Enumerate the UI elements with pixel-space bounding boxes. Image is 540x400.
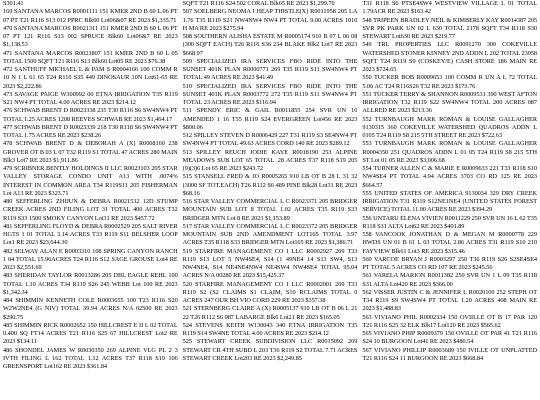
tax-listing-entry: 485 SHIMMIN RICK R0002652 150 HILLCREST E II L 02 TOTAL 0.400 SQ FT14 ACRES T21 R116 S25 67 HILLCREST Lot2 RE 2023 $134.11 [3, 321, 178, 346]
tax-listing-entry: 479 SCRIBNER BENTLY HOLDINGS II LLC R0023103 205 STAR VALLEY STORAGE CONDO UNIT A13 WITH .0074% INTEREST IN COMMON AREA T34 R119S11 205 FISHERMAN Lot A13 RE 2023 $323.71 [3, 165, 178, 197]
tax-listing-entry: 169 SANTANA MARCOS R0001111 151 KMER 2ND B 60 L.06 PT 07 PT T21 R116 S13 012 PPRC Blk60 Lot06&07 RE 2023 $1,335.71 [3, 8, 178, 24]
tax-listing-entry: 525 STEWART CREEK SUBDIVISION LLC R0015092 269 STEWART CR 4TH SUBD L 203 T36 R119 S2 TOTAL 7.71 ACRES STEWART CREEK Lot203 RE 2023 $2,249.85 [182, 338, 358, 362]
tax-listing-entry: 478 SCHWAB BRENT D & DEBORAH A (X) R0008160 238 GROVER OT B 03 L 07 T32 R119 S1 TOTAL 47 ACRES 280 MAIN Blk3 Lot7 RE 2023 $1,911.86 [3, 140, 178, 164]
tax-listing-entry: T31 R118 S6 PTSE4SW4 WESTVIEW VILLAGE L 01 TOTAL 1.79ACR RE 2023 $163.42 [362, 0, 538, 16]
tax-listing-entry: 561 VARELA MARION R0011382 250 SVR UN 1 L 09 T35 R118 S31 ALTA Lot420 RE 2023 $366.00 [362, 272, 538, 288]
tax-listing-entry: 524 STEVENS KEITH W130043 340 ETNA IRRIGATION T35 R119 S14 SW4NE TOTAL 4.00 ACRES RE 2023 $214.12 [182, 321, 358, 337]
tax-listing-entry: 473 SAVAGE PAIGE W300992 00 ETNA IRRIGATION T35 R119 S21 NW4 PT TOTAL 4.00 ACRES RE 2023 $214.12 [3, 90, 178, 106]
tax-listing-entry: 553 TURNBAUGH MARK ROMAN & LOUISE GALLAGHER R0004350 251 QUADROS ADDN L 01 05 T24 R119 S8 215 5TH ST Lot 01 05 RE 2023 $3,006.68 [362, 140, 538, 164]
tax-listing-entry: S301.41 [3, 0, 24, 7]
tax-listing-entry: 512 SPILLEY STEVEN D R0006429 227 T31 R119 S3 SE4NW4 PT SW4NW4 PT TOTAL 49.63 ACRES CORD 140 RE 2023 $289.12 [182, 132, 358, 148]
tax-listing-entry: 563 VIVIANO PHIL R0002334 150 OVIILLE OT B 17 PAR 120 T21 R116 S25 32 ELK Blk17 Lot120 RE 2023 $565.62 [362, 313, 538, 329]
tax-listing-entry: 520 STARFIRE MANAGEMENT CO I LLC R0002001 209 T33 R119 S2 (S2 CLAIMS S1 CLAIM, S10 RCLAIMS TOTAL 0 ACRES 247 OUR BH VIO CORD 229 RE 2023 $357.38 [182, 280, 358, 304]
tax-listing-entry: 508 SOUTHERN ALISHA ESTATE M R0005174 910 B 07 L 06 08 (300 SQFT EACH) T26 R116 S36 234 BLAKE Blk2 Lot7 RE 2023 $668.97 [182, 33, 358, 57]
tax-listing-entry: 507 SOELBERG NEOMA I HEAP THISTLE(X) R0011958 205 LA 1.76 T35 R119 S21 NW4NW4 NW4 PT TOTAL 9.00 ACRES 1010 H MA RE 2023 $275.94 [182, 8, 358, 32]
tax-listing-entry: 555 UNITED STATES OF AMERICA 9130034 329 DRY CREEK IRRIGATION T31 R119 S12NE1NE4 (UNITED STATES FOREST SERVICE) TOTAL 11.00 ACRES RE 2023 $394.29 [362, 189, 538, 214]
column-right [362, 0, 537, 400]
tax-listing-entry: 476 SCHWAB BRENT D R0023338 235 T30 R116 S6 SW4NW4 PT TOTAL 1.25 ACRES 1208 REEVES SCHWAB RE 2023 $1,464.17 [3, 107, 178, 123]
tax-listing-entry: 484 SHIMMIN KENNETH COLE R0003655 100 T23 R116 S20 W2W2NE4 (G NIV) TOTAL 39.94 ACRES N/A 02500 RE 2023 $290.75 [3, 297, 178, 321]
column-left [3, 0, 178, 400]
tax-listing-entry: 481 SEFFERLING FLOYD & DEBRA R0002529 205 SALT RIVER HGTS 1 01 TOTAL 3.14 ACRES T33 R119 S11 BELSHER LOOP Lot1 RE 2023 $23,644.30 [3, 222, 178, 247]
tax-listing-entry: SQFT T21 R116 S24 502 CORAL Blk65 RE 2023 $1,299.70 [182, 0, 335, 7]
tax-listing-entry: 558 VANCOOK JONATHAN D & MEGAN M R0000778 229 HWDS UN 01 B 61 L 03 TOTAL 2.86 ACRES T31 R119 S10 210 FAYVIEW Blk61 Lot3 RE 2023 $315.46 [362, 231, 538, 255]
tax-listing-entry: 551 TUCKER TERRY & SHANNON R0009531 390 WEST AFTON IRRIGATION T32 R119 S22 SW4NW4 TOTAL 200 ACRES 087 ALLRED RE 2023 $213.36 [362, 90, 538, 115]
tax-listing-entry: 480 SEFFERLING ZHIJUN & DEBRA R0021532 12D STUMP CREEK ACRES 2ND FILING LOT 31 TOTAL 400 ACRES T32 R119 S33 1500 SMOKY CANYON Lot31 RE 2023 $457.72 [3, 198, 178, 222]
column-middle [183, 0, 358, 400]
tax-listing-entry: 517 STAR VALLEY COMMERCIAL L C R0023372 205 BRIDGER MOUNTAIN SUB 2ND AMENDMENT LOT165 TOTAL 3.97 ACRES T35 R118 S33 BRIDGER MTN Lot165 RE 2023 $1,386.71 [182, 222, 358, 247]
tax-listing-entry: 483 SHERIDAN TAYLOR R0013286 205 DBL EAGLE REHL 100 TOTAL 1.10 ACRES T34 R119 S26 245 WEBB Lot 100 RE 2023 $1,342.34 [3, 272, 178, 296]
tax-listing-entry: 516 STAR VALLEY COMMERCIAL L C R0023371 205 BRIDGER MOUNTAIN SUB LOT 8 TOTAL 1.02 ACRES T35 R119 S33 BRIDGER MTN Lot 8 RE 2023 $1,153.89 [182, 198, 358, 222]
tax-listing-entry: 560 VARCOE BRYAN J R0003297 250 T36 R119 S26 S2SE4SE4 PT TOTAL 5 ACRES CO RD 107 RE 2023 $245.56 [362, 255, 538, 271]
tax-listing-entry: 550 TUCKER BOB R0009653 100 COMM R UN A L 72 TOTAL 5.06 AC T24 R116S26 T32 RE 2023 $173.76 [362, 74, 538, 90]
tax-listing-entry: 565 VIVIANO PHIP R0009379 150 OVILLE OT PAR 41 T21 R116 S24 10 BURGOON Lot41 RE 2023 $480.54 [362, 330, 538, 346]
tax-listing-entry: 486 SHONDEL JAMES W R0030350 269 ALPINE VLG PL 2 3 IVTH FILING L 162 TOTAL 1.12 ACRES T37 R118 S19 106 GREENSPORT Lot162 RE 2023 $361.84 [3, 346, 178, 370]
tax-listing-entry: 554 TURNER ALLEN C & MARIE E R0009633 221 T33 R118 S10 NW4SE4 PT TOTAL 4.94 ACRES 3703 CO RD 125 RE 2023 $664.57 [362, 165, 538, 189]
tax-listing-entry: 521 STERNBERG CLAIRE A (X) R0005137 910 LB OT B 06 L 21 22 T26 R112 S6 087 LABARGE Blk6 Lot21 RE 2023 $165.05 [182, 305, 358, 321]
tax-listing-entry: 471 SANTANA MARCOS R0023807 151 KMER 2ND B 60 L 05 TOTAL 1500 SQFT T21 R116 S13 Blk60 Lot05 RE 2023 $76.38 [3, 49, 178, 65]
tax-listing-entry: 556 UNTARU ELENA VIVIEN R0011229 250 SVR UN 16 L 62 T35 R118 S31 ALTA Lot62 RE 2023 $401.89 [362, 214, 538, 230]
tax-listing-entry: 510 SPECIALIZED IRA SERVICES FBO RIDE INTO THE SUNSET 401K PLAN R0003772 272 T35 R119 S11 SW4NW4 PT TOTAL 23 ACRES RE 2023 $116.94 [182, 82, 358, 106]
tax-listing-entry: 470 SANTANA MARCOS R0021311 151 KMER 2ND B 60 L 06 PT 07 PT 121 R116 S13 902 SPRUCE Blk60 Lot06&7 RE 2023 $1,138.53 [3, 24, 178, 49]
tax-listing-entry: 511 SPENDY ERIC & GAIL R0011855 254 SVR UN 16 AMENDED 1 16 T35 R119 S24 EVERGREEN Lot456 RE 2023 $800.06 [182, 107, 358, 131]
tax-listing-entry: 482 SELWAY ALAN E R0003310 108 SPRING CANYON RANCH 1 04 TOTAL 15.96ACRES T24 R116 S12 SAGE GROUSE Lot4 RE 2023 $2,551.69 [3, 247, 178, 271]
tax-listing-entry: 515 STANSELL FRED & JO R0005265 910 LB OT B 28 L 31 32 (3000 SF TOT.EACH) T26 R112 S6 489 PINE Blk28 Lot31 RE 2023 $68.16 [182, 173, 358, 197]
tax-listing-entry: 548 TRIPEEN BRADLEY NEIL & KIMBERLY KAY R0014387 205 SVR PK PARK UN 02 L 630 TOTAL 2178 SQFT T34 R118 S30 STEWART Lot630 RE 2023 $219.77 [362, 16, 538, 40]
tax-listing-entry: 562 VISSER JUSTIN C & JENNIFER L R0020109 252 STEPH OT T34 R119 S9 SW4SW4 PT TOTAL 1.20 ACRES 408 MAIN RE 2023 $1,488.83 [362, 288, 538, 313]
tax-listing-entry: 513 SPILLEY REUCH JODIE KAYE R0018190 253 ALPINE MEADOWS SUB LOT 65 TOTAL .28 ACRES T37 R118 S19 205 (9)(3)6 Lot 65 RE 2023 $243.72 [182, 148, 358, 172]
tax-listing-entry: 472 SANTHUFF MICHAEL L & PAM S R0004166 100 COMM R 10 N 1 L 61 65 T24 R116 S35 449 DINOSAUR 10N Lot61-65 RE 2023 $2,222.86 [3, 66, 178, 90]
tax-listing-entry: 477 SCHWAB BRENT D R0023339 218 T30 R118 S6 SW4NW4 PT TOTAL 1.75 ACRES RE 2023 $238.26 [3, 123, 178, 139]
tax-listing-entry: 567 VIVIANO PHILLIP R0003689 150 IVILLE OT UNPLATTED T21 R116 S24 11 BURGOON RE 2023 $668.84 [362, 346, 538, 362]
tax-listing-entry: 519 STARFIRE MANAGEMENT CO I LLC R0002927 209 T33 R119 S13 LOT 5 NW4SE4, S14 (1 49NE4 14 S13 SW4, S13 NW4NE4, S14 NE4NE4NW4 NE4SW4 NW4SE4 TOTAL 95.04 ACRES N/A 00280 RE 2023 $15,425.37 [182, 247, 358, 280]
tax-listing-entry: 552 TURNBAUGH MARK ROMAN & LOUISE GALLAGHER 9130315 360 COKEVILLE WATERSHED QUADROS ADDN L 0105 T24 R119 S8 215 5TH STREET RE 2023 $722.63 [362, 115, 538, 139]
tax-listing-entry: 549 TRL PROPERTIES LLC R0091270 300 COKEVILLE WATERSHED STONER KINNEY 2ND ADDN L 202 TOTAL 23958 SQFT T24 R119 S9 (COSKEY/E) CASH STORE 186 MAIN RE 2023 $724.65 [362, 41, 538, 73]
tax-listing-entry: 509 SPECIALIZED IRA SERVICES FBO RIDE INTO THE SUNSET 401K PLAN R0000771 269 T35 R119 S11 SW4NW4 PT TOTAL 49 ACRES RE 2023 $41.49 [182, 57, 358, 82]
